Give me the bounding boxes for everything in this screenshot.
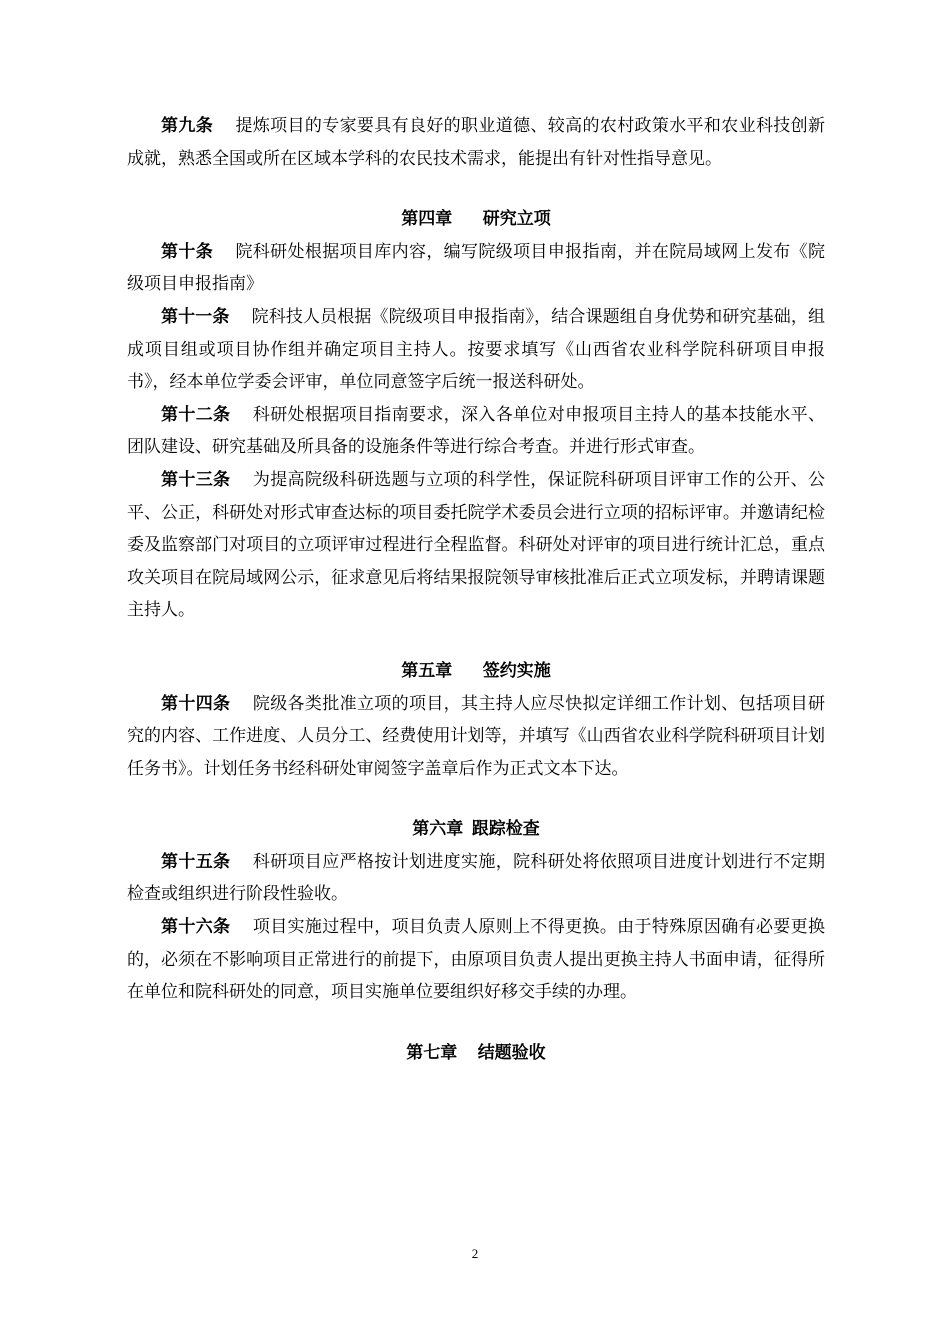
article-16 bbox=[127, 911, 825, 1009]
chapter-heading-6 bbox=[127, 813, 825, 846]
chapter-title: 结题验收 bbox=[477, 1042, 546, 1063]
document-body bbox=[127, 110, 825, 1069]
article-12 bbox=[127, 399, 825, 464]
article-10 bbox=[127, 236, 825, 301]
article-text: 为提高院级科研选题与立项的科学性，保证院科研项目评审工作的公开、公平、公正，科研处对形式审查达标的项目委托院学术委员会进行立项的招标评审。并邀请纪检委及监察部门对项目的立项评审过程进行全程监督。科研处对评审的项目进行统计汇总，重点攻关项目在院局域网公示，征求意见后将结果报院领导审核批准后正式立项发标，并聘请课题主持人。 bbox=[127, 469, 826, 621]
article-13 bbox=[127, 464, 825, 627]
article-text: 提炼项目的专家要具有良好的职业道德、较高的农村政策水平和农业科技创新成就，熟悉全国或所在区域本学科的农民技术需求，能提出有针对性指导意见。 bbox=[127, 116, 825, 169]
article-label: 第九条 bbox=[161, 116, 214, 136]
article-label: 第十一条 bbox=[161, 306, 230, 327]
article-text: 院科技人员根据《院级项目申报指南》，结合课题组自身优势和研究基础，组成项目组或项目协作组并确定项目主持人。按要求填写《山西省农业科学院科研项目申报书》，经本单位学委会评审，单位同意签字后统一报送科研处。 bbox=[127, 306, 826, 393]
article-label: 第十三条 bbox=[161, 469, 231, 490]
article-text: 科研项目应严格按计划进度实施，院科研处将依照项目进度计划进行不定期检查或组织进行阶段性验收。 bbox=[127, 851, 826, 905]
chapter-heading-4 bbox=[127, 203, 825, 236]
chapter-title: 签约实施 bbox=[482, 660, 551, 681]
article-text: 科研处根据项目指南要求，深入各单位对申报项目主持人的基本技能水平、团队建设、研究基础及所具备的设施条件等进行综合考查。并进行形式审查。 bbox=[127, 404, 826, 458]
article-label: 第十五条 bbox=[161, 851, 231, 872]
article-label: 第十四条 bbox=[161, 693, 231, 714]
article-text: 院科研处根据项目库内容，编写院级项目申报指南，并在院局域网上发布《院级项目申报指南》 bbox=[127, 241, 825, 295]
page-number: 2 bbox=[471, 1246, 479, 1261]
chapter-number: 第四章 bbox=[401, 209, 453, 230]
chapter-number: 第六章 bbox=[412, 819, 464, 840]
article-label: 第十六条 bbox=[161, 917, 231, 938]
chapter-number: 第七章 bbox=[406, 1042, 458, 1063]
article-11 bbox=[127, 301, 825, 399]
article-label: 第十条 bbox=[161, 241, 214, 262]
article-14 bbox=[127, 688, 825, 786]
article-text: 项目实施过程中，项目负责人原则上不得更换。由于特殊原因确有必要更换的，必须在不影响项目正常进行的前提下，由原项目负责人提出更换主持人书面申请，征得所在单位和院科研处的同意，项目实施单位要组织好移交手续的办理。 bbox=[127, 917, 826, 1003]
chapter-heading-7 bbox=[127, 1037, 825, 1070]
chapter-title: 跟踪检查 bbox=[471, 819, 540, 840]
article-text: 院级各类批准立项的项目，其主持人应尽快拟定详细工作计划、包括项目研究的内容、工作进度、人员分工、经费使用计划等，并填写《山西省农业科学院科研项目计划任务书》。计划任务书经科研处审阅签字盖章后作为正式文本下达。 bbox=[127, 693, 826, 779]
article-15 bbox=[127, 846, 825, 911]
chapter-number: 第五章 bbox=[401, 660, 453, 681]
article-9 bbox=[127, 110, 825, 175]
chapter-heading-5 bbox=[127, 655, 825, 688]
chapter-title: 研究立项 bbox=[482, 209, 551, 230]
article-label: 第十二条 bbox=[161, 404, 231, 425]
